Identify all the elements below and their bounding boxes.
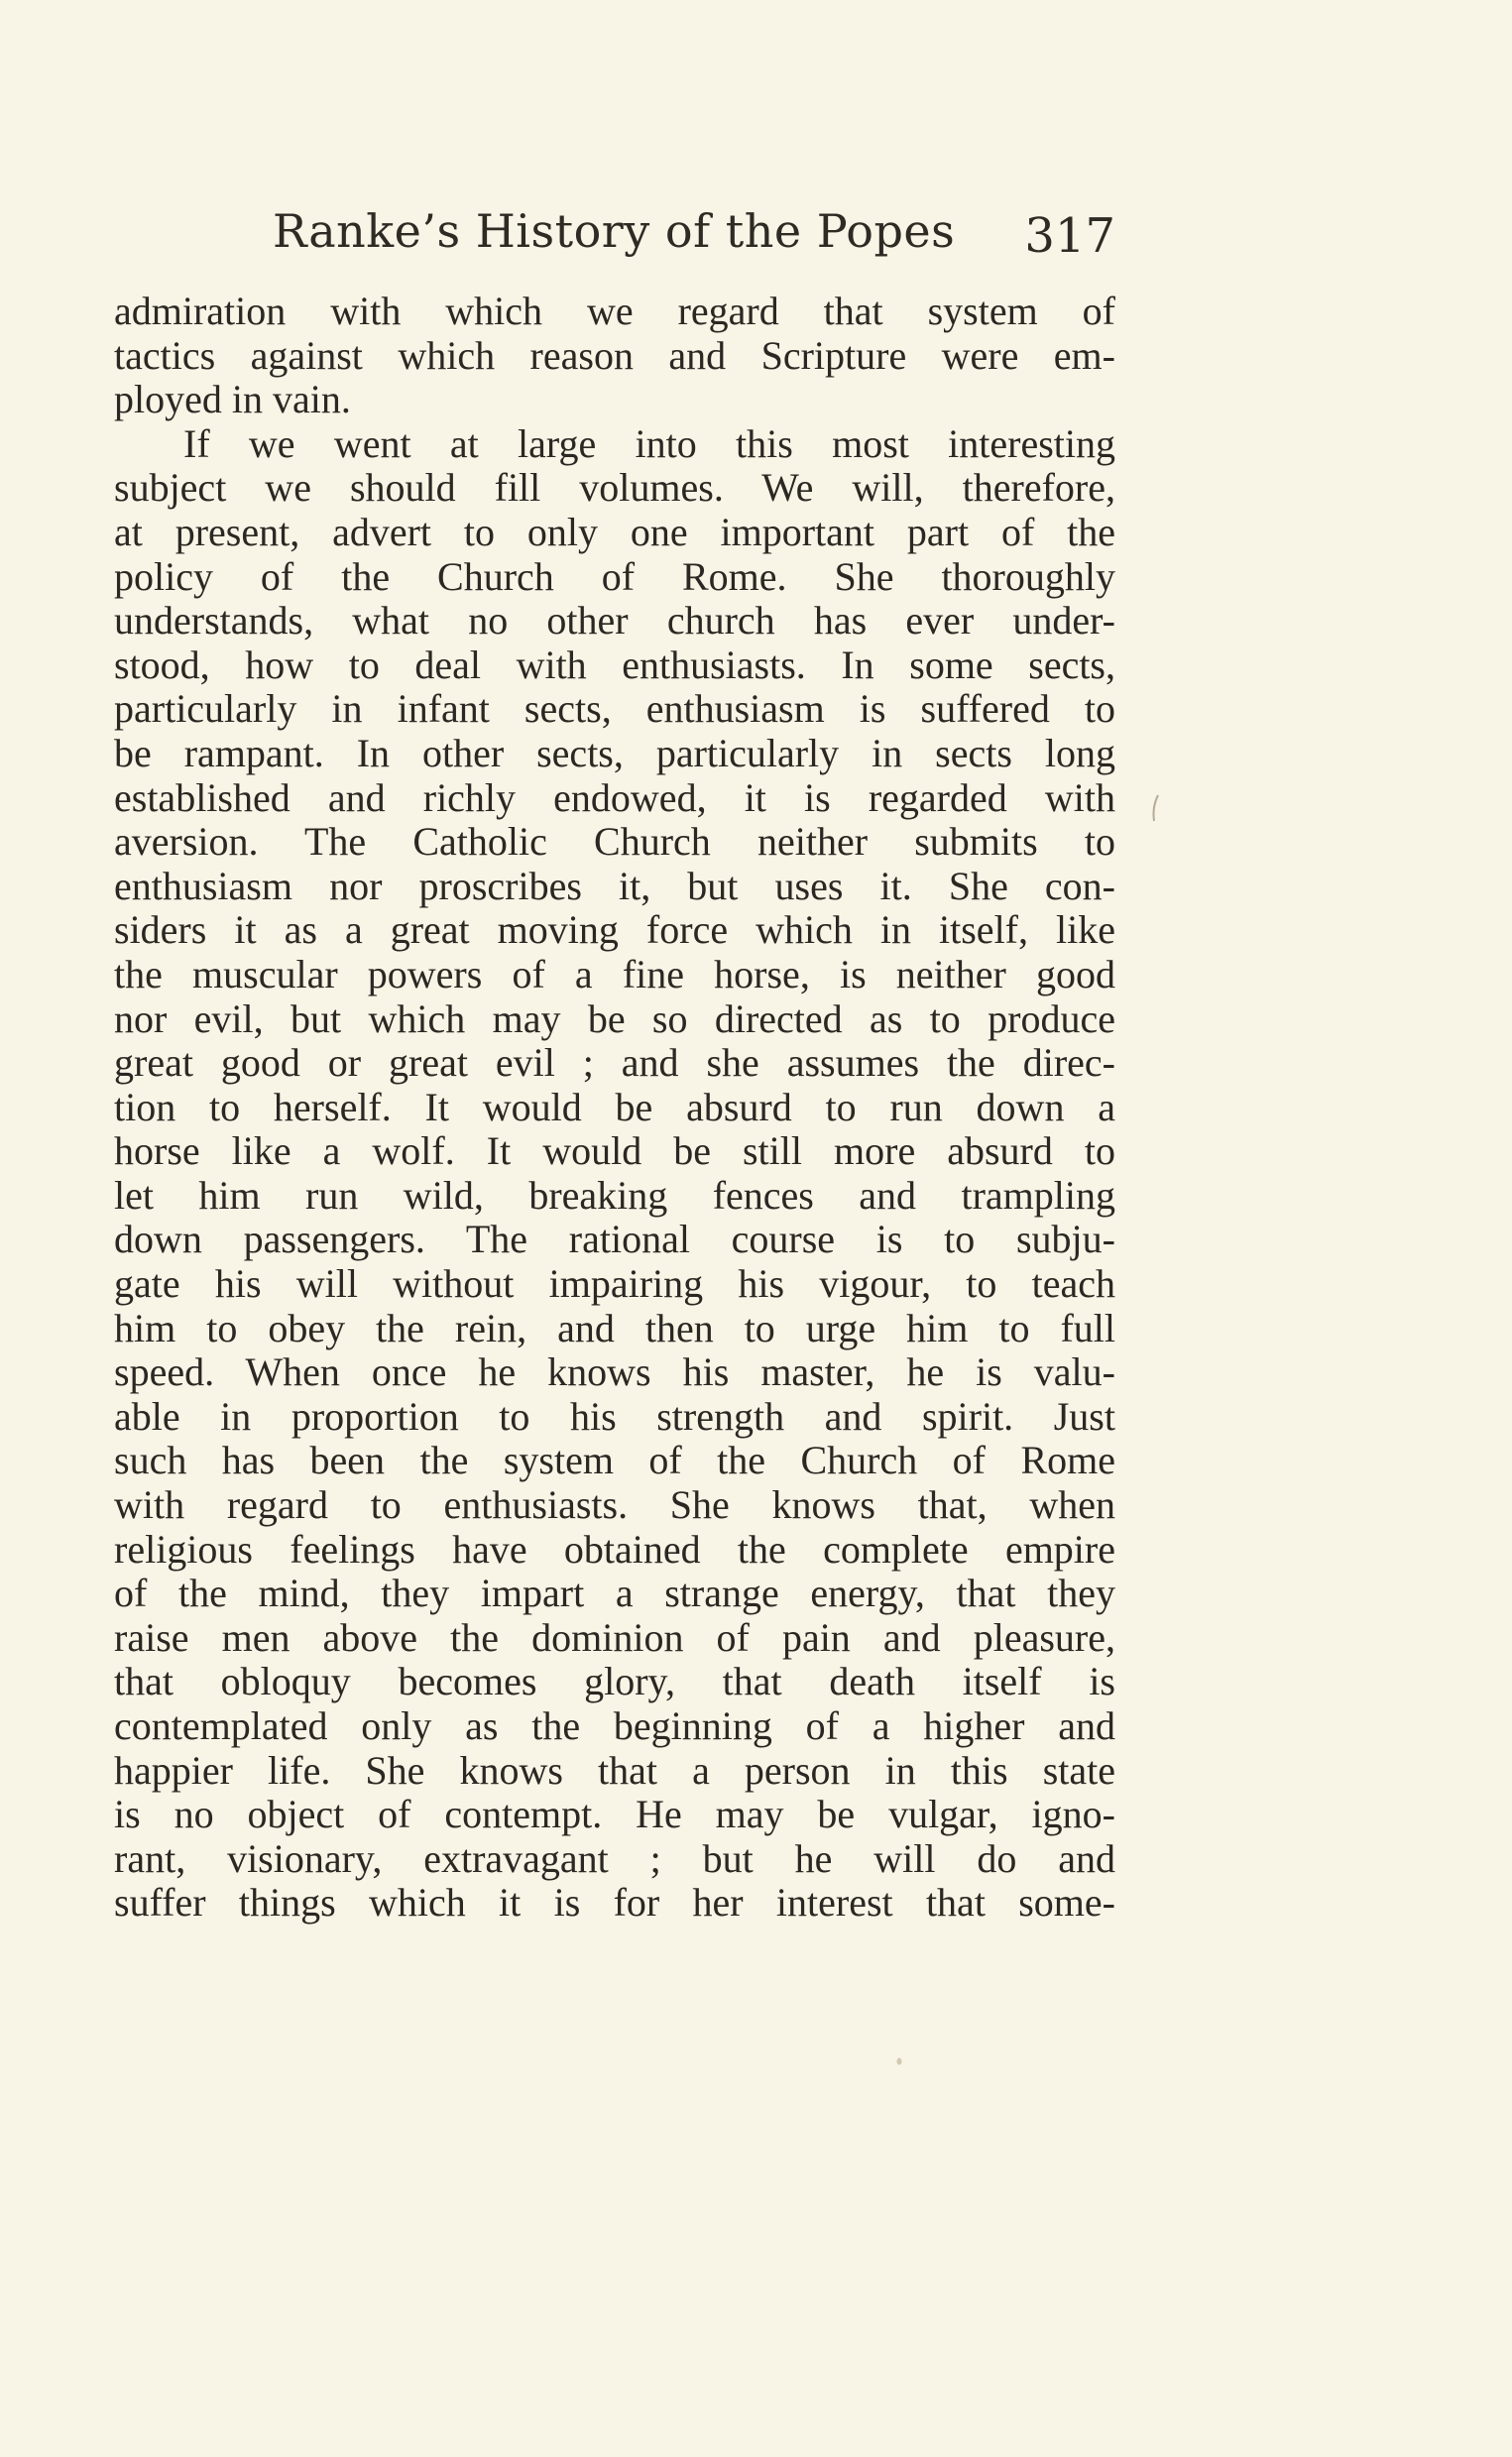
paper-speck <box>895 2056 903 2066</box>
text-line: be rampant. In other sects, particularly in sects long <box>114 731 1115 775</box>
page-number: 317 <box>1024 208 1115 264</box>
text-line: let him run wild, breaking fences and trampling <box>114 1173 1115 1218</box>
text-line: speed. When once he knows his master, he is valu- <box>114 1350 1115 1395</box>
text-line: religious feelings have obtained the complete empire <box>114 1527 1115 1572</box>
text-line: of the mind, they impart a strange energy, that they <box>114 1572 1115 1616</box>
text-line: understands, what no other church has ever under- <box>114 599 1115 644</box>
body-text <box>114 290 1115 1926</box>
text-line: great good or great evil ; and she assumes the direc- <box>114 1041 1115 1086</box>
running-header <box>273 198 1115 278</box>
text-line: down passengers. The rational course is to subju- <box>114 1218 1115 1262</box>
text-line: particularly in infant sects, enthusiasm is suffered to <box>114 687 1115 732</box>
text-line: raise men above the dominion of pain and pleasure, <box>114 1615 1115 1660</box>
text-line: admiration with which we regard that system of <box>114 290 1115 333</box>
text-line: such has been the system of the Church of Rome <box>114 1439 1115 1483</box>
text-line: contemplated only as the beginning of a higher and <box>114 1704 1115 1748</box>
text-line: him to obey the rein, and then to urge him to full <box>114 1306 1115 1350</box>
text-line: able in proportion to his strength and spirit. Just <box>114 1394 1115 1439</box>
text-line: the muscular powers of a fine horse, is neither good <box>114 952 1115 996</box>
running-title: Ranke’s History of the Popes <box>273 204 956 258</box>
text-line: rant, visionary, extravagant ; but he will do and <box>114 1836 1115 1881</box>
text-line: tion to herself. It would be absurd to run down a <box>114 1085 1115 1129</box>
text-line: tactics against which reason and Scripture were em- <box>114 333 1115 378</box>
text-line: is no object of contempt. He may be vulgar, igno- <box>114 1793 1115 1837</box>
text-line: aversion. The Catholic Church neither submits to <box>114 820 1115 865</box>
text-line: happier life. She knows that a person in this state <box>114 1748 1115 1793</box>
text-line: that obloquy becomes glory, that death itself is <box>114 1660 1115 1704</box>
text-line: gate his will without impairing his vigour, to teach <box>114 1262 1115 1307</box>
margin-mark <box>1148 793 1162 823</box>
text-line: established and richly endowed, it is regarded with <box>114 775 1115 820</box>
text-line: If we went at large into this most interesting <box>183 421 1115 466</box>
text-line: siders it as a great moving force which in itself, like <box>114 908 1115 953</box>
text-line: nor evil, but which may be so directed as to produce <box>114 996 1115 1041</box>
text-line: suffer things which it is for her interest that some- <box>114 1881 1115 1926</box>
text-line: enthusiasm nor proscribes it, but uses it. She con- <box>114 864 1115 908</box>
text-line: stood, how to deal with enthusiasts. In some sects, <box>114 643 1115 687</box>
text-line: horse like a wolf. It would be still more absurd to <box>114 1129 1115 1174</box>
text-line: with regard to enthusiasts. She knows that, when <box>114 1483 1115 1528</box>
text-line: policy of the Church of Rome. She thoroughly <box>114 554 1115 599</box>
text-line: subject we should fill volumes. We will, therefore, <box>114 466 1115 511</box>
text-line: ployed in vain. <box>114 378 351 422</box>
text-line: at present, advert to only one important part of the <box>114 510 1115 554</box>
